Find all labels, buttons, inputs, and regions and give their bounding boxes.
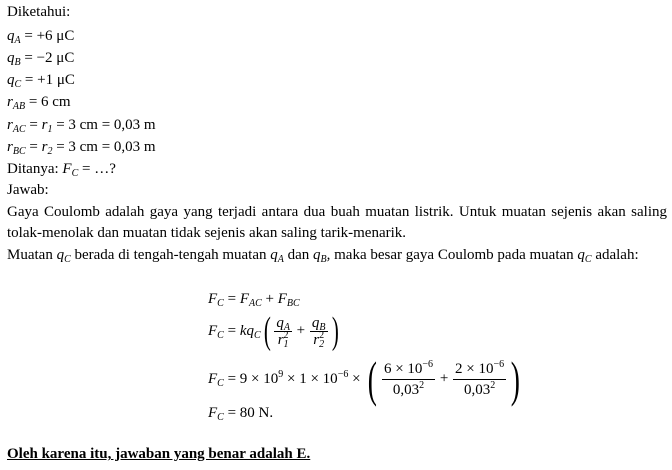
known-rac: $r_{AC} = r_1 = 3$ cm = 0,03 m (7, 117, 156, 135)
coulomb-definition: Gaya Coulomb adalah gaya yang terjadi antara dua buah muatan listrik. Untuk muatan sejenis akan saling tolak-menolak dan muatan tidak sejenis akan saling tarik-menarik. (7, 204, 667, 241)
known-label: Diketahui: (7, 4, 71, 20)
known-rab: $r_{AB} = 6$ cm (7, 94, 71, 112)
equation-formula: $F_C = kq_C$( $\frac{q_A}{r_1^2}$ + $\frac{q_B}{r_2^2}$ ) (208, 310, 339, 352)
asked-line: Ditanya: $F_C$ = …? (7, 161, 116, 179)
known-qa: $q_A = +6$ μC (7, 28, 75, 46)
equation-substitution: $F_C = 9 \times 10^9 \times 1 \times 10^{-6}$ × ( $\frac{6 \times 10^{-6}}{0,03^2}$ + $\frac{2 \times 10^{-6}}{0,03^2}$ ) (208, 351, 521, 407)
equation-result: $F_C = 80$ N. (208, 405, 274, 423)
known-qc: $q_C = +1$ μC (7, 72, 75, 90)
conclusion: Oleh karena itu, jawaban yang benar adalah E. (7, 446, 311, 462)
known-rbc: $r_{BC} = r_2 = 3$ cm = 0,03 m (7, 139, 156, 157)
setup-paragraph: Muatan $q_C$ berada di tengah-tengah muatan $q_A$ dan $q_B$, maka besar gaya Coulomb pada muatan $q_C$ adalah: (7, 247, 639, 265)
answer-label: Jawab: (7, 182, 49, 198)
equation-sum: $F_C = F_{AC} + F_{BC}$ (208, 291, 300, 309)
known-qb: $q_B = -2$ μC (7, 50, 75, 68)
